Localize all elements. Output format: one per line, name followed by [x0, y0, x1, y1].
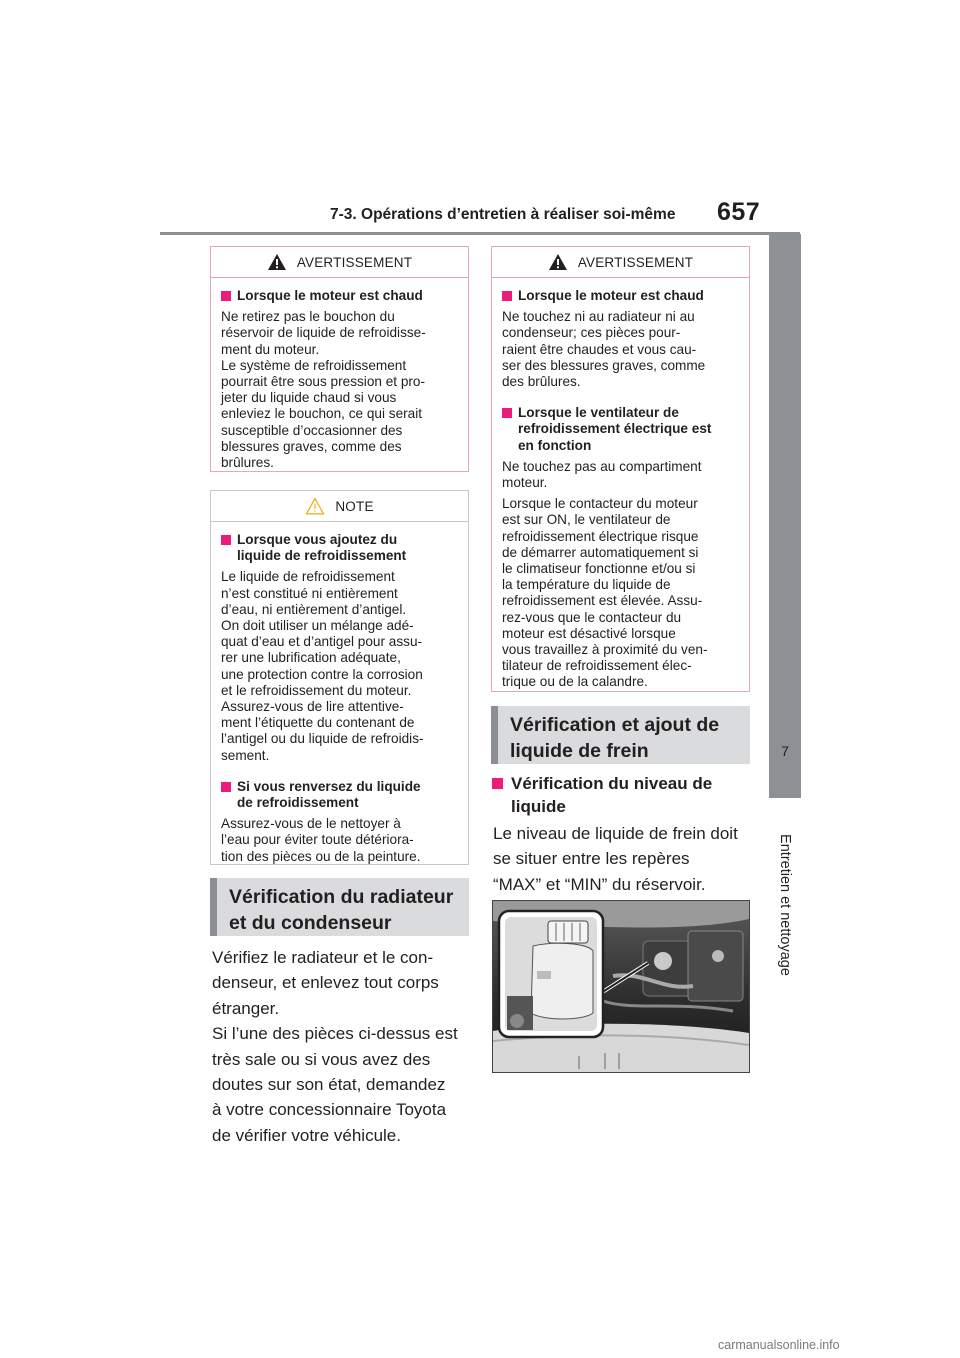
note-subheading-adding: Lorsque vous ajoutez du liquide de refroidissement — [221, 532, 458, 564]
section-heading-radiator: Vérification du radiateur et du condenseur — [210, 878, 469, 936]
section-heading-brake-fluid: Vérification et ajout de liquide de frein — [491, 706, 750, 764]
note-subheading-spill: Si vous renversez du liquide de refroidissement — [221, 779, 458, 811]
bullet-square-icon — [221, 535, 231, 545]
warning-text-fan-2: Lorsque le contacteur du moteur est sur ON, le ventilateur de refroidissement électrique risque de démarrer automatiquement si le climatiseur fonctionne et/ou si la température du liquide de refroidissement est élevée. Assu- rez-vous que le contacteur du moteur est désactivé lorsque vous travaillez à proximité du ven- tilateur de refroidissement élec- trique ou de la calandre. — [502, 496, 708, 690]
bullet-square-icon — [221, 291, 231, 301]
watermark: carmanualsonline.info — [718, 1338, 840, 1352]
running-header: 7-3. Opérations d’entretien à réaliser soi-même — [330, 206, 676, 223]
bullet-square-icon — [221, 782, 231, 792]
warning-subheading-fan: Lorsque le ventilateur de refroidissement électrique est en fonction — [502, 405, 739, 454]
note-box-title: NOTE — [335, 498, 374, 514]
warning-text-fan-1: Ne touchez pas au compartiment moteur. — [502, 458, 702, 491]
brake-subheading: Vérification du niveau de liquide — [492, 772, 754, 818]
warning-box-title: AVERTISSEMENT — [577, 254, 694, 270]
warning-text: Ne retirez pas le bouchon du réservoir de liquide de refroidisse- ment du moteur. Le système de refroidissement pourrait être sous pression et pro- jeter du liquide chaud si vous enleviez le bouchon, ce qui serait susceptible d’occasionner des blessures graves, comme des brûlures. — [221, 309, 426, 471]
chapter-title-text: Entretien et nettoyage — [777, 834, 793, 976]
warning-box-hot-engine — [210, 246, 469, 472]
bullet-square-icon — [502, 408, 512, 418]
chapter-title — [769, 800, 801, 1010]
note-text-spill: Assurez-vous de le nettoyer à l’eau pour éviter toute détériora- tion des pièces ou de la peinture. — [221, 816, 421, 864]
warning-triangle-icon — [548, 253, 568, 271]
note-box-header — [211, 491, 468, 522]
warning-box-header — [492, 247, 749, 278]
chapter-tab — [769, 234, 801, 798]
warning-box-header — [211, 247, 468, 278]
radiator-body-text: Vérifiez le radiateur et le con- denseur, et enlevez tout corps étranger. Si l’une des pièces ci-dessus est très sale ou si vous avez des doutes sur son état, demandez à votre concessionnaire Toyota de vérifier votre véhicule. — [212, 948, 458, 1145]
brake-body-text: Le niveau de liquide de frein doit se situer entre les repères “MAX” et “MIN” du réservoir. — [493, 824, 738, 894]
header-rule — [160, 232, 800, 235]
bullet-square-icon — [502, 291, 512, 301]
warning-text-hot: Ne touchez ni au radiateur ni au condenseur; ces pièces pour- raient être chaudes et vous cau- ser des blessures graves, comme des brûlures. — [502, 309, 706, 390]
brake-reservoir-photo — [492, 900, 750, 1073]
warning-triangle-icon — [267, 253, 287, 271]
warning-box-title: AVERTISSEMENT — [296, 254, 413, 270]
warning-subheading: Lorsque le moteur est chaud — [221, 288, 458, 304]
caution-triangle-icon — [305, 497, 325, 515]
warning-box-radiator — [491, 246, 750, 692]
warning-subheading-hot: Lorsque le moteur est chaud — [502, 288, 739, 304]
note-text-adding: Le liquide de refroidissement n’est constitué ni entièrement d’eau, ni entièrement d’antigel. On doit utiliser un mélange adé- quat d’eau et d’antigel pour assu- rer une lubrification adéquate, une protection contre la corrosion et le refroidissement du moteur. Assurez-vous de lire attentive- ment l’étiquette du contenant de l’antigel ou du liquide de refroidis- sement. — [221, 569, 424, 763]
engine-bay-illustration — [493, 901, 749, 1072]
note-box-coolant — [210, 490, 469, 865]
chapter-number: 7 — [781, 743, 789, 759]
page-number: 657 — [717, 198, 761, 226]
bullet-square-icon — [492, 778, 503, 789]
